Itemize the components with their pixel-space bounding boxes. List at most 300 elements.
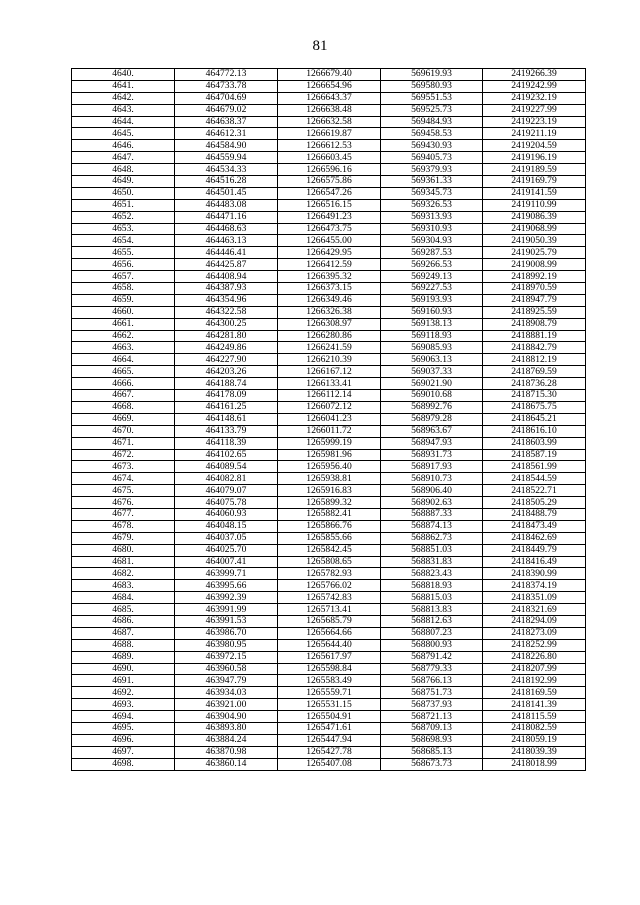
y2-cell: 2418039.39 — [483, 746, 586, 758]
table-row — [72, 318, 586, 330]
x1-cell: 464079.07 — [175, 485, 278, 497]
table-row — [72, 401, 586, 413]
point-number-cell: 4651. — [72, 199, 175, 211]
point-number-cell: 4695. — [72, 722, 175, 734]
table-row — [72, 199, 586, 211]
y2-cell: 2419050.39 — [483, 235, 586, 247]
y1-cell: 1266679.40 — [278, 69, 381, 81]
x2-cell: 569326.53 — [381, 199, 483, 211]
y2-cell: 2418992.19 — [483, 271, 586, 283]
y1-cell: 1266654.96 — [278, 80, 381, 92]
table-row — [72, 164, 586, 176]
x1-cell: 464007.41 — [175, 556, 278, 568]
y2-cell: 2419169.79 — [483, 176, 586, 188]
point-number-cell: 4682. — [72, 568, 175, 580]
x2-cell: 568685.13 — [381, 746, 483, 758]
x2-cell: 568698.93 — [381, 734, 483, 746]
y1-cell: 1266373.15 — [278, 283, 381, 295]
y1-cell: 1265427.78 — [278, 746, 381, 758]
y2-cell: 2419110.99 — [483, 199, 586, 211]
x1-cell: 464408.94 — [175, 271, 278, 283]
y1-cell: 1266612.53 — [278, 140, 381, 152]
table-row — [72, 497, 586, 509]
x2-cell: 568800.93 — [381, 639, 483, 651]
x2-cell: 569361.33 — [381, 176, 483, 188]
y1-cell: 1266041.23 — [278, 413, 381, 425]
x1-cell: 464082.81 — [175, 473, 278, 485]
point-number-cell: 4666. — [72, 378, 175, 390]
point-number-cell: 4681. — [72, 556, 175, 568]
table-row — [72, 330, 586, 342]
y1-cell: 1266412.59 — [278, 259, 381, 271]
y2-cell: 2418390.99 — [483, 568, 586, 580]
x1-cell: 464161.25 — [175, 401, 278, 413]
y2-cell: 2418603.99 — [483, 437, 586, 449]
coordinates-table-body — [72, 69, 586, 771]
point-number-cell: 4640. — [72, 69, 175, 81]
y1-cell: 1266308.97 — [278, 318, 381, 330]
y1-cell: 1265866.76 — [278, 520, 381, 532]
y1-cell: 1266210.39 — [278, 354, 381, 366]
y1-cell: 1265842.45 — [278, 544, 381, 556]
y2-cell: 2419266.39 — [483, 69, 586, 81]
y1-cell: 1265766.02 — [278, 580, 381, 592]
y1-cell: 1266072.12 — [278, 401, 381, 413]
x1-cell: 464516.28 — [175, 176, 278, 188]
x1-cell: 464425.87 — [175, 259, 278, 271]
y2-cell: 2419141.59 — [483, 187, 586, 199]
table-row — [72, 639, 586, 651]
x1-cell: 463870.98 — [175, 746, 278, 758]
y1-cell: 1266455.00 — [278, 235, 381, 247]
y2-cell: 2418169.59 — [483, 687, 586, 699]
x2-cell: 568947.93 — [381, 437, 483, 449]
x1-cell: 463980.95 — [175, 639, 278, 651]
x2-cell: 569525.73 — [381, 104, 483, 116]
table-row — [72, 615, 586, 627]
x1-cell: 463960.58 — [175, 663, 278, 675]
y1-cell: 1265664.66 — [278, 627, 381, 639]
table-row — [72, 92, 586, 104]
y1-cell: 1266241.59 — [278, 342, 381, 354]
y1-cell: 1265598.84 — [278, 663, 381, 675]
x1-cell: 464733.78 — [175, 80, 278, 92]
table-row — [72, 354, 586, 366]
x2-cell: 569379.93 — [381, 164, 483, 176]
table-row — [72, 604, 586, 616]
table-row — [72, 544, 586, 556]
x2-cell: 569085.93 — [381, 342, 483, 354]
x2-cell: 568673.73 — [381, 758, 483, 770]
y2-cell: 2418141.39 — [483, 699, 586, 711]
y1-cell: 1265471.61 — [278, 722, 381, 734]
y1-cell: 1265916.83 — [278, 485, 381, 497]
table-row — [72, 758, 586, 770]
point-number-cell: 4688. — [72, 639, 175, 651]
x2-cell: 569310.93 — [381, 223, 483, 235]
x1-cell: 463947.79 — [175, 675, 278, 687]
point-number-cell: 4659. — [72, 294, 175, 306]
point-number-cell: 4657. — [72, 271, 175, 283]
table-row — [72, 651, 586, 663]
y1-cell: 1265559.71 — [278, 687, 381, 699]
y2-cell: 2419068.99 — [483, 223, 586, 235]
x1-cell: 464501.45 — [175, 187, 278, 199]
y2-cell: 2419232.19 — [483, 92, 586, 104]
table-row — [72, 140, 586, 152]
y1-cell: 1265808.65 — [278, 556, 381, 568]
y2-cell: 2418226.80 — [483, 651, 586, 663]
y2-cell: 2418273.09 — [483, 627, 586, 639]
table-row — [72, 104, 586, 116]
x1-cell: 464322.58 — [175, 306, 278, 318]
x1-cell: 464227.90 — [175, 354, 278, 366]
x1-cell: 464249.86 — [175, 342, 278, 354]
y2-cell: 2418522.71 — [483, 485, 586, 497]
x2-cell: 568831.83 — [381, 556, 483, 568]
table-row — [72, 508, 586, 520]
x2-cell: 569580.93 — [381, 80, 483, 92]
y1-cell: 1266643.37 — [278, 92, 381, 104]
point-number-cell: 4655. — [72, 247, 175, 259]
x2-cell: 569037.33 — [381, 366, 483, 378]
y2-cell: 2418351.09 — [483, 592, 586, 604]
table-row — [72, 449, 586, 461]
y2-cell: 2418736.28 — [483, 378, 586, 390]
y2-cell: 2418675.75 — [483, 401, 586, 413]
x2-cell: 569227.53 — [381, 283, 483, 295]
y2-cell: 2418715.30 — [483, 390, 586, 402]
x1-cell: 464468.63 — [175, 223, 278, 235]
point-number-cell: 4643. — [72, 104, 175, 116]
x1-cell: 463893.80 — [175, 722, 278, 734]
x1-cell: 464133.79 — [175, 425, 278, 437]
x2-cell: 568751.73 — [381, 687, 483, 699]
table-row — [72, 390, 586, 402]
x2-cell: 569063.13 — [381, 354, 483, 366]
point-number-cell: 4674. — [72, 473, 175, 485]
point-number-cell: 4687. — [72, 627, 175, 639]
x2-cell: 568818.93 — [381, 580, 483, 592]
table-row — [72, 223, 586, 235]
point-number-cell: 4647. — [72, 152, 175, 164]
x1-cell: 464584.90 — [175, 140, 278, 152]
y2-cell: 2418925.59 — [483, 306, 586, 318]
y1-cell: 1265999.19 — [278, 437, 381, 449]
y1-cell: 1266133.41 — [278, 378, 381, 390]
table-row — [72, 413, 586, 425]
y1-cell: 1265713.41 — [278, 604, 381, 616]
x1-cell: 464679.02 — [175, 104, 278, 116]
x1-cell: 463934.03 — [175, 687, 278, 699]
x1-cell: 463991.53 — [175, 615, 278, 627]
point-number-cell: 4691. — [72, 675, 175, 687]
table-row — [72, 211, 586, 223]
y2-cell: 2418645.21 — [483, 413, 586, 425]
table-row — [72, 687, 586, 699]
x2-cell: 568963.67 — [381, 425, 483, 437]
table-row — [72, 69, 586, 81]
coordinates-table — [71, 68, 586, 771]
y2-cell: 2418082.59 — [483, 722, 586, 734]
point-number-cell: 4683. — [72, 580, 175, 592]
x2-cell: 568851.03 — [381, 544, 483, 556]
y2-cell: 2418947.79 — [483, 294, 586, 306]
y1-cell: 1266491.23 — [278, 211, 381, 223]
y2-cell: 2419196.19 — [483, 152, 586, 164]
x1-cell: 463884.24 — [175, 734, 278, 746]
y2-cell: 2419008.99 — [483, 259, 586, 271]
table-row — [72, 247, 586, 259]
x2-cell: 569551.53 — [381, 92, 483, 104]
point-number-cell: 4665. — [72, 366, 175, 378]
point-number-cell: 4648. — [72, 164, 175, 176]
table-row — [72, 152, 586, 164]
y1-cell: 1266632.58 — [278, 116, 381, 128]
table-row — [72, 306, 586, 318]
table-row — [72, 116, 586, 128]
table-row — [72, 187, 586, 199]
y1-cell: 1265644.40 — [278, 639, 381, 651]
y1-cell: 1266349.46 — [278, 294, 381, 306]
x1-cell: 463860.14 — [175, 758, 278, 770]
point-number-cell: 4656. — [72, 259, 175, 271]
x1-cell: 463992.39 — [175, 592, 278, 604]
table-row — [72, 520, 586, 532]
point-number-cell: 4669. — [72, 413, 175, 425]
x1-cell: 464188.74 — [175, 378, 278, 390]
point-number-cell: 4678. — [72, 520, 175, 532]
x2-cell: 569249.13 — [381, 271, 483, 283]
point-number-cell: 4675. — [72, 485, 175, 497]
x1-cell: 464534.33 — [175, 164, 278, 176]
y1-cell: 1265583.49 — [278, 675, 381, 687]
point-number-cell: 4671. — [72, 437, 175, 449]
table-row — [72, 294, 586, 306]
x2-cell: 569118.93 — [381, 330, 483, 342]
x2-cell: 568931.73 — [381, 449, 483, 461]
y1-cell: 1266326.38 — [278, 306, 381, 318]
x1-cell: 463986.70 — [175, 627, 278, 639]
x2-cell: 568887.33 — [381, 508, 483, 520]
point-number-cell: 4664. — [72, 354, 175, 366]
point-number-cell: 4661. — [72, 318, 175, 330]
y2-cell: 2418769.59 — [483, 366, 586, 378]
x1-cell: 463972.15 — [175, 651, 278, 663]
table-row — [72, 485, 586, 497]
point-number-cell: 4662. — [72, 330, 175, 342]
x1-cell: 463991.99 — [175, 604, 278, 616]
x2-cell: 568906.40 — [381, 485, 483, 497]
table-row — [72, 663, 586, 675]
table-row — [72, 746, 586, 758]
y2-cell: 2419227.99 — [483, 104, 586, 116]
y1-cell: 1265956.40 — [278, 461, 381, 473]
table-row — [72, 580, 586, 592]
x1-cell: 464118.39 — [175, 437, 278, 449]
y1-cell: 1266547.26 — [278, 187, 381, 199]
y1-cell: 1265531.15 — [278, 699, 381, 711]
table-row — [72, 176, 586, 188]
x2-cell: 568815.03 — [381, 592, 483, 604]
point-number-cell: 4697. — [72, 746, 175, 758]
y2-cell: 2418192.99 — [483, 675, 586, 687]
x2-cell: 568812.63 — [381, 615, 483, 627]
y2-cell: 2418449.79 — [483, 544, 586, 556]
x1-cell: 463921.00 — [175, 699, 278, 711]
point-number-cell: 4679. — [72, 532, 175, 544]
y1-cell: 1265899.32 — [278, 497, 381, 509]
point-number-cell: 4696. — [72, 734, 175, 746]
x2-cell: 568737.93 — [381, 699, 483, 711]
y2-cell: 2419242.99 — [483, 80, 586, 92]
y2-cell: 2419204.59 — [483, 140, 586, 152]
y2-cell: 2418587.19 — [483, 449, 586, 461]
y1-cell: 1265407.08 — [278, 758, 381, 770]
point-number-cell: 4653. — [72, 223, 175, 235]
x1-cell: 464089.54 — [175, 461, 278, 473]
y2-cell: 2418561.99 — [483, 461, 586, 473]
point-number-cell: 4689. — [72, 651, 175, 663]
x1-cell: 464638.37 — [175, 116, 278, 128]
point-number-cell: 4676. — [72, 497, 175, 509]
x2-cell: 568709.13 — [381, 722, 483, 734]
y2-cell: 2419223.19 — [483, 116, 586, 128]
y2-cell: 2418018.99 — [483, 758, 586, 770]
x2-cell: 569484.93 — [381, 116, 483, 128]
table-row — [72, 283, 586, 295]
y1-cell: 1266429.95 — [278, 247, 381, 259]
y2-cell: 2418616.10 — [483, 425, 586, 437]
y1-cell: 1265447.94 — [278, 734, 381, 746]
x1-cell: 463904.90 — [175, 711, 278, 723]
point-number-cell: 4680. — [72, 544, 175, 556]
table-row — [72, 342, 586, 354]
x2-cell: 568766.13 — [381, 675, 483, 687]
table-row — [72, 271, 586, 283]
table-row — [72, 699, 586, 711]
y1-cell: 1265882.41 — [278, 508, 381, 520]
point-number-cell: 4672. — [72, 449, 175, 461]
point-number-cell: 4673. — [72, 461, 175, 473]
y1-cell: 1266619.87 — [278, 128, 381, 140]
x1-cell: 463995.66 — [175, 580, 278, 592]
x1-cell: 464463.13 — [175, 235, 278, 247]
x1-cell: 464025.70 — [175, 544, 278, 556]
table-row — [72, 532, 586, 544]
y1-cell: 1266575.86 — [278, 176, 381, 188]
x1-cell: 464471.16 — [175, 211, 278, 223]
table-row — [72, 675, 586, 687]
point-number-cell: 4684. — [72, 592, 175, 604]
point-number-cell: 4686. — [72, 615, 175, 627]
y2-cell: 2419025.79 — [483, 247, 586, 259]
point-number-cell: 4649. — [72, 176, 175, 188]
x1-cell: 464048.15 — [175, 520, 278, 532]
x2-cell: 569138.13 — [381, 318, 483, 330]
x2-cell: 569313.93 — [381, 211, 483, 223]
y2-cell: 2418908.79 — [483, 318, 586, 330]
x1-cell: 464075.78 — [175, 497, 278, 509]
table-row — [72, 556, 586, 568]
x2-cell: 568874.13 — [381, 520, 483, 532]
x2-cell: 568917.93 — [381, 461, 483, 473]
x2-cell: 568807.23 — [381, 627, 483, 639]
table-row — [72, 259, 586, 271]
x1-cell: 464281.80 — [175, 330, 278, 342]
y2-cell: 2419211.19 — [483, 128, 586, 140]
y2-cell: 2418207.99 — [483, 663, 586, 675]
table-row — [72, 366, 586, 378]
y2-cell: 2418970.59 — [483, 283, 586, 295]
point-number-cell: 4698. — [72, 758, 175, 770]
y1-cell: 1265938.81 — [278, 473, 381, 485]
point-number-cell: 4654. — [72, 235, 175, 247]
y2-cell: 2418462.69 — [483, 532, 586, 544]
x2-cell: 569430.93 — [381, 140, 483, 152]
x2-cell: 569619.93 — [381, 69, 483, 81]
point-number-cell: 4692. — [72, 687, 175, 699]
table-row — [72, 711, 586, 723]
table-row — [72, 734, 586, 746]
y1-cell: 1266280.86 — [278, 330, 381, 342]
x2-cell: 568902.63 — [381, 497, 483, 509]
x1-cell: 464102.65 — [175, 449, 278, 461]
x2-cell: 569193.93 — [381, 294, 483, 306]
x1-cell: 464387.93 — [175, 283, 278, 295]
table-row — [72, 627, 586, 639]
table-row — [72, 425, 586, 437]
x2-cell: 569287.53 — [381, 247, 483, 259]
y2-cell: 2418544.59 — [483, 473, 586, 485]
x2-cell: 568992.76 — [381, 401, 483, 413]
table-row — [72, 235, 586, 247]
y2-cell: 2418416.49 — [483, 556, 586, 568]
y2-cell: 2418059.19 — [483, 734, 586, 746]
x1-cell: 464354.96 — [175, 294, 278, 306]
y1-cell: 1266112.14 — [278, 390, 381, 402]
x1-cell: 464037.05 — [175, 532, 278, 544]
x1-cell: 464203.26 — [175, 366, 278, 378]
y1-cell: 1265855.66 — [278, 532, 381, 544]
point-number-cell: 4663. — [72, 342, 175, 354]
x2-cell: 568779.33 — [381, 663, 483, 675]
y2-cell: 2418115.59 — [483, 711, 586, 723]
x1-cell: 464178.09 — [175, 390, 278, 402]
point-number-cell: 4652. — [72, 211, 175, 223]
x2-cell: 569345.73 — [381, 187, 483, 199]
x1-cell: 463999.71 — [175, 568, 278, 580]
point-number-cell: 4642. — [72, 92, 175, 104]
y1-cell: 1266603.45 — [278, 152, 381, 164]
x2-cell: 568910.73 — [381, 473, 483, 485]
point-number-cell: 4641. — [72, 80, 175, 92]
x1-cell: 464446.41 — [175, 247, 278, 259]
y1-cell: 1265504.91 — [278, 711, 381, 723]
y1-cell: 1265742.83 — [278, 592, 381, 604]
y1-cell: 1265782.93 — [278, 568, 381, 580]
y2-cell: 2419189.59 — [483, 164, 586, 176]
point-number-cell: 4677. — [72, 508, 175, 520]
y1-cell: 1266011.72 — [278, 425, 381, 437]
table-row — [72, 722, 586, 734]
point-number-cell: 4660. — [72, 306, 175, 318]
point-number-cell: 4658. — [72, 283, 175, 295]
table-row — [72, 473, 586, 485]
x2-cell: 569304.93 — [381, 235, 483, 247]
y2-cell: 2418294.09 — [483, 615, 586, 627]
y2-cell: 2418473.49 — [483, 520, 586, 532]
